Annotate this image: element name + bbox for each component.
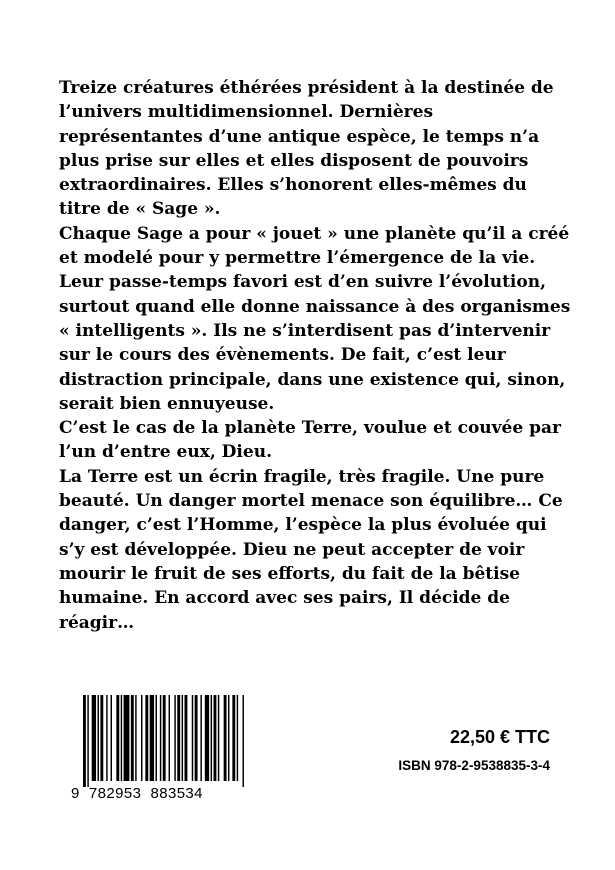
barcode-bar — [160, 695, 161, 781]
barcode-bar — [182, 695, 183, 781]
barcode-bar — [87, 695, 88, 787]
isbn-label: ISBN 978-2-9538835-3-4 — [398, 758, 550, 773]
barcode-bar — [83, 695, 86, 787]
barcode-bar — [124, 695, 130, 781]
synopsis-paragraph-2: Chaque Sage a pour « jouet » une planète qu’il a créé et modelé pour y permettre l’émergence de la vie. Leur passe-temps favori est d’en suivre l’évolution, surtout quand elle donne naissance à des organismes « intelligents ». Ils ne s’interdisent pas d’intervenir sur le cours des évènements. De fait, c’est leur distraction principale, dans une existence qui, sinon, serait bien ennuyeuse. — [59, 223, 571, 414]
barcode-bar — [98, 695, 99, 781]
barcode-bars — [71, 695, 251, 787]
barcode-bar — [135, 695, 136, 781]
barcode-bar — [106, 695, 107, 781]
barcode-bar — [174, 695, 175, 781]
barcode-bar — [131, 695, 134, 781]
price-label: 22,50 € TTC — [449, 727, 550, 747]
barcode-bar — [150, 695, 154, 781]
synopsis-text — [59, 76, 571, 635]
ean-barcode — [71, 695, 251, 800]
synopsis-paragraph-4: La Terre est un écrin fragile, très fragile. Une pure beauté. Un danger mortel menace son équilibre… Ce danger, c’est l’Homme, l’espèce la plus évoluée qui s’y est développée. Dieu ne peut accepter de voir mourir le fruit de ses efforts, du fait de la bêtise humaine. En accord avec ses pairs, Il décide de réagir… — [59, 466, 563, 633]
barcode-bar — [192, 695, 193, 781]
barcode-digits: 9 782953 883534 — [71, 785, 203, 802]
synopsis-paragraph-3: C’est le cas de la planète Terre, voulue et couvée par l’un d’entre eux, Dieu. — [59, 418, 561, 463]
barcode-bar — [145, 695, 148, 781]
barcode-bar — [185, 695, 188, 781]
barcode-bar — [243, 695, 244, 787]
barcode-bar — [92, 695, 96, 781]
barcode-bar — [121, 695, 122, 781]
barcode-bar — [237, 695, 238, 781]
barcode-bar — [156, 695, 157, 781]
barcode-bar — [224, 695, 227, 781]
barcode-bar — [116, 695, 119, 781]
barcode-bar — [205, 695, 209, 781]
barcode-bar — [100, 695, 103, 781]
barcode-bar — [214, 695, 217, 781]
barcode-bar — [163, 695, 166, 781]
barcode-bar — [141, 695, 142, 781]
barcode-bar — [200, 695, 201, 781]
barcode-bar — [218, 695, 219, 781]
synopsis-paragraph-1: Treize créatures éthérées président à la destinée de l’univers multidimensionnel. Dernières représentantes d’une antique espèce, le temps n’a plus prise sur elles et elles disposent de pouvoirs extraordinaires. Elles s’honorent elles-mêmes du titre de « Sage ». — [59, 78, 554, 220]
barcode-bar — [211, 695, 212, 781]
barcode-bar — [169, 695, 170, 781]
barcode-bar — [195, 695, 198, 781]
barcode-bar — [228, 695, 229, 781]
barcode-bar — [232, 695, 235, 781]
barcode-bar — [111, 695, 112, 781]
barcode-bar — [177, 695, 180, 781]
